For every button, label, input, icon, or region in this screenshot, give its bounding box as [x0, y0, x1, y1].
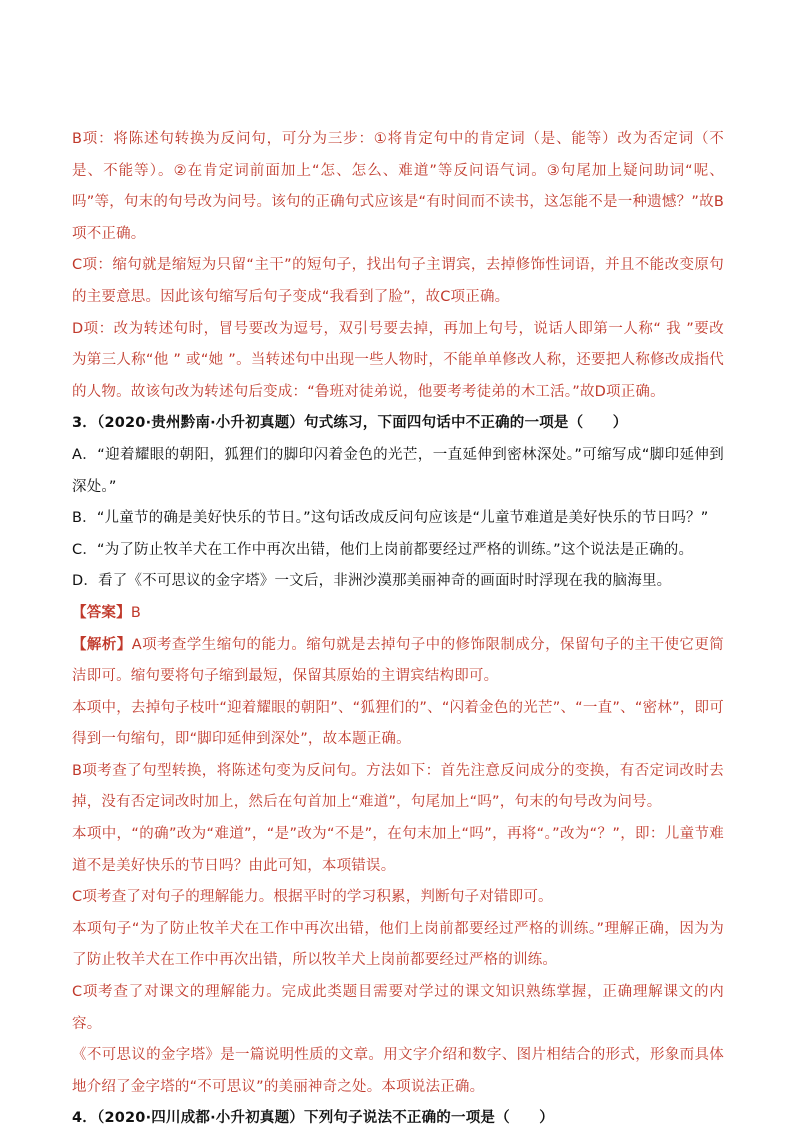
analysis-b-item: B项：将陈述句转换为反问句，可分为三步：①将肯定句中的肯定词（是、能等）改为否定词（不是、不能等）。②在肯定词前面加上“怎、怎么、难道”等反问语气词。③句尾加上疑问助词“呢、吗”等，句末的句号改为问号。该句的正确句式应该是“有时间而不读书，这怎能不是一种遗憾？”故B项不正确。 [72, 131, 724, 242]
analysis-paragraph-6: 本项句子“为了防止牧羊犬在工作中再次出错，他们上岗前都要经过严格的训练。”理解正确，因为为了防止牧羊犬在工作中再次出错，所以牧羊犬上岗前都要经过严格的训练。 [72, 920, 724, 969]
question-3-option-b: B．“儿童节的确是美好快乐的节日。”这句话改成反问句应该是“儿童节难道是美好快乐的节日吗？” [72, 510, 709, 527]
analysis-paragraph-7: C项考查了对课文的理解能力。完成此类题目需要对学过的课文知识熟练掌握，正确理解课文的内容。 [72, 984, 724, 1032]
analysis-paragraph-3: B项考查了句型转换，将陈述句变为反问句。方法如下：首先注意反问成分的变换，有否定词改时去掉，没有否定词改时加上，然后在句首加上“难道”，句尾加上“吗”，句末的句号改为问号。 [72, 762, 724, 811]
analysis-first-text: A项考查学生缩句的能力。缩句就是去掉句子中的修饰限制成分，保留句子的主干使它更简洁即可。缩句要将句子缩到最短，保留其原始的主谓宾结构即可。 [72, 636, 724, 685]
analysis-label: 【解析】 [72, 636, 132, 653]
question-3-option-d: D．看了《不可思议的金字塔》一文后，非洲沙漠那美丽神奇的画面时时浮现在我的脑海里。 [72, 573, 672, 590]
question-3-stem: 3．（2020·贵州黔南·小升初真题）句式练习，下面四句话中不正确的一项是（ ） [72, 415, 628, 432]
question-3-option-c: C．“为了防止牧羊犬在工作中再次出错，他们上岗前都要经过严格的训练。”这个说法是正确的。 [72, 541, 694, 558]
analysis-paragraph-1 [72, 630, 724, 693]
analysis-paragraph-2: 本项中，去掉句子枝叶“迎着耀眼的朝阳”、“狐狸们的”、“闪着金色的光芒”、“一直”、“密林”，即可得到一句缩句，即“脚印延伸到深处”，故本题正确。 [72, 699, 724, 748]
analysis-paragraph-4: 本项中，“的确”改为“难道”，“是”改为“不是”，在句末加上“吗”，再将“。”改为“？”，即：儿童节难道不是美好快乐的节日吗？由此可知，本项错误。 [72, 826, 724, 874]
answer-line [72, 598, 724, 630]
analysis-paragraph-5: C项考查了对句子的理解能力。根据平时的学习积累，判断句子对错即可。 [72, 889, 553, 906]
analysis-paragraph-8: 《不可思议的金字塔》是一篇说明性质的文章。用文字介绍和数字、图片相结合的形式，形象而具体地介绍了金字塔的“不可思议”的美丽神奇之处。本项说法正确。 [72, 1047, 724, 1095]
answer-label: 【答案】 [72, 604, 131, 621]
question-3-option-a: A．“迎着耀眼的朝阳，狐狸们的脚印闪着金色的光芒，一直延伸到密林深处。”可缩写成“脚印延伸到深处。” [72, 446, 724, 495]
document-page [72, 124, 724, 1135]
analysis-d-item: D项：改为转述句时，冒号要改为逗号，双引号要去掉，再加上句号，说话人即第一人称“ 我 ”要改 为第三人称“他 ” 或“她 ”。当转述句中出现一些人物时，不能单单修改人称，还要把人称修改成指代的人物。故该句改为转述句后变成：“鲁班对徒弟说，他要考考徒弟的木工活。”故D项正确。 [72, 320, 724, 400]
question-4-stem: 4．（2020·四川成都·小升初真题）下列句子说法不正确的一项是（ ） [72, 1110, 554, 1127]
analysis-c-item: C项：缩句就是缩短为只留“主干”的短句子，找出句子主谓宾，去掉修饰性词语，并且不能改变原句的主要意思。因此该句缩写后句子变成“我看到了脸”，故C项正确。 [72, 257, 724, 305]
answer-value: B [130, 604, 141, 621]
